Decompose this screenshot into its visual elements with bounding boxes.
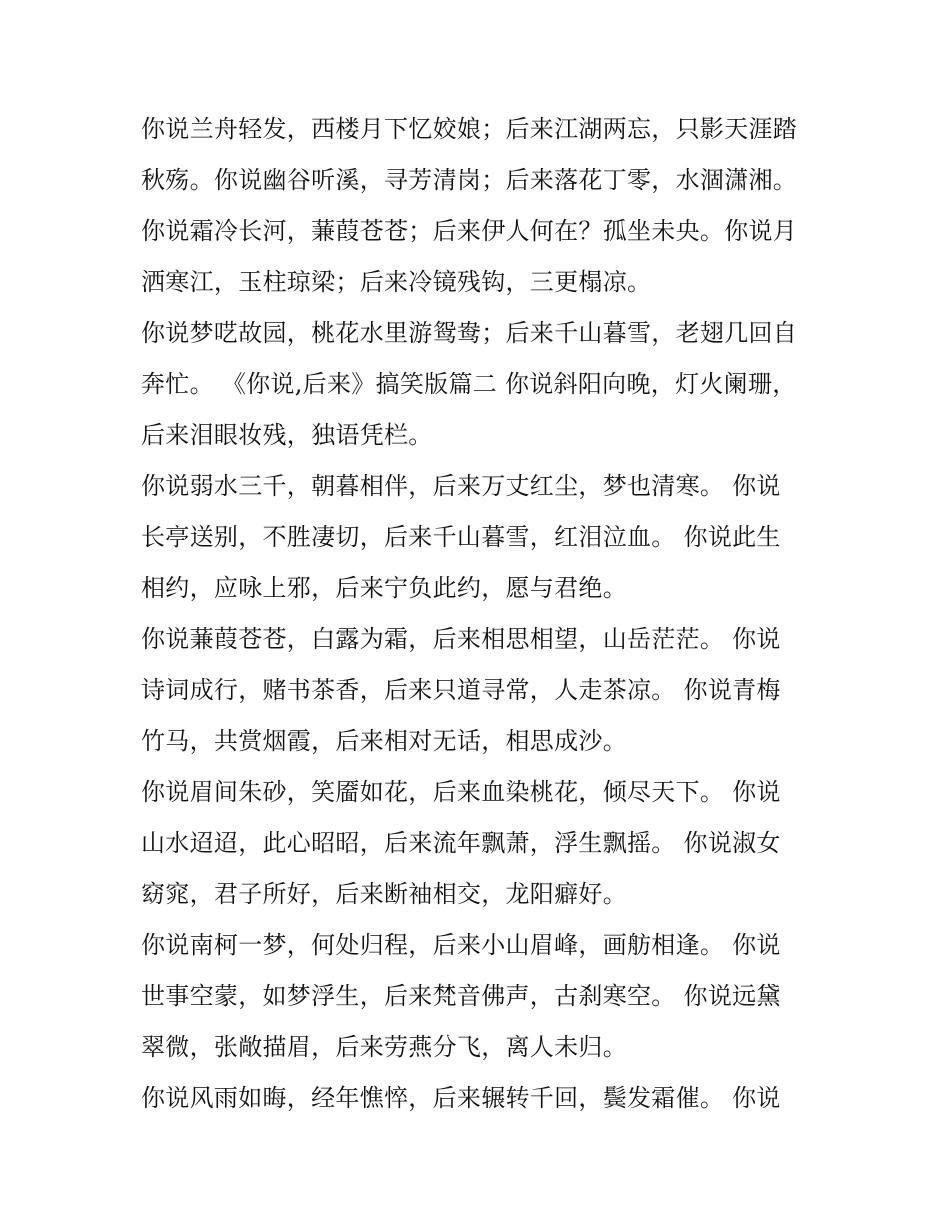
text-line: 山水迢迢，此心昭昭，后来流年飘萧，浮生飘摇。 你说淑女 [141,829,781,857]
text-line: 竹马，共赏烟霞，后来相对无话，相思成沙。 [141,727,627,755]
text-line: 翠微，张敞描眉，后来劳燕分飞，离人未归。 [141,1033,627,1061]
text-line: 诗词成行，赌书茶香，后来只道寻常，人走茶凉。 你说青梅 [141,676,781,704]
text-line: 你说风雨如晦，经年憔悴，后来辗转千回，鬓发霜催。 你说 [141,1084,781,1112]
text-line: 你说兰舟轻发，西楼月下忆姣娘；后来江湖两忘，只影天涯踏 [141,115,798,143]
text-line: 秋殇。你说幽谷听溪，寻芳清岗；后来落花丁零，水涸潇湘。 [141,166,798,194]
text-line: 后来泪眼妆残，独语凭栏。 [141,421,433,449]
text-line: 窈窕，君子所好，后来断袖相交，龙阳癖好。 [141,880,627,908]
text-line: 你说眉间朱砂，笑靥如花，后来血染桃花，倾尽天下。 你说 [141,778,781,806]
text-line: 你说霜冷长河，蒹葭苍苍；后来伊人何在？孤坐未央。你说月 [141,217,798,245]
text-line: 你说梦呓故园，桃花水里游鸳鸯；后来千山暮雪，老翅几回自 [141,319,798,347]
text-line: 奔忙。 《你说,后来》搞笑版篇二 你说斜阳向晚，灯火阑珊， [141,370,797,398]
text-line: 你说南柯一梦，何处归程，后来小山眉峰，画舫相逢。 你说 [141,931,781,959]
text-line: 相约，应咏上邪，后来宁负此约，愿与君绝。 [141,574,627,602]
document-text-body [141,104,813,1124]
text-line: 长亭送别，不胜凄切，后来千山暮雪，红泪泣血。 你说此生 [141,523,781,551]
text-line: 世事空蒙，如梦浮生，后来梵音佛声，古刹寒空。 你说远黛 [141,982,781,1010]
text-line: 洒寒江，玉柱琼梁；后来冷镜残钩，三更榻凉。 [141,268,652,296]
text-line: 你说蒹葭苍苍，白露为霜，后来相思相望，山岳茫茫。 你说 [141,625,781,653]
text-line: 你说弱水三千，朝暮相伴，后来万丈红尘，梦也清寒。 你说 [141,472,781,500]
